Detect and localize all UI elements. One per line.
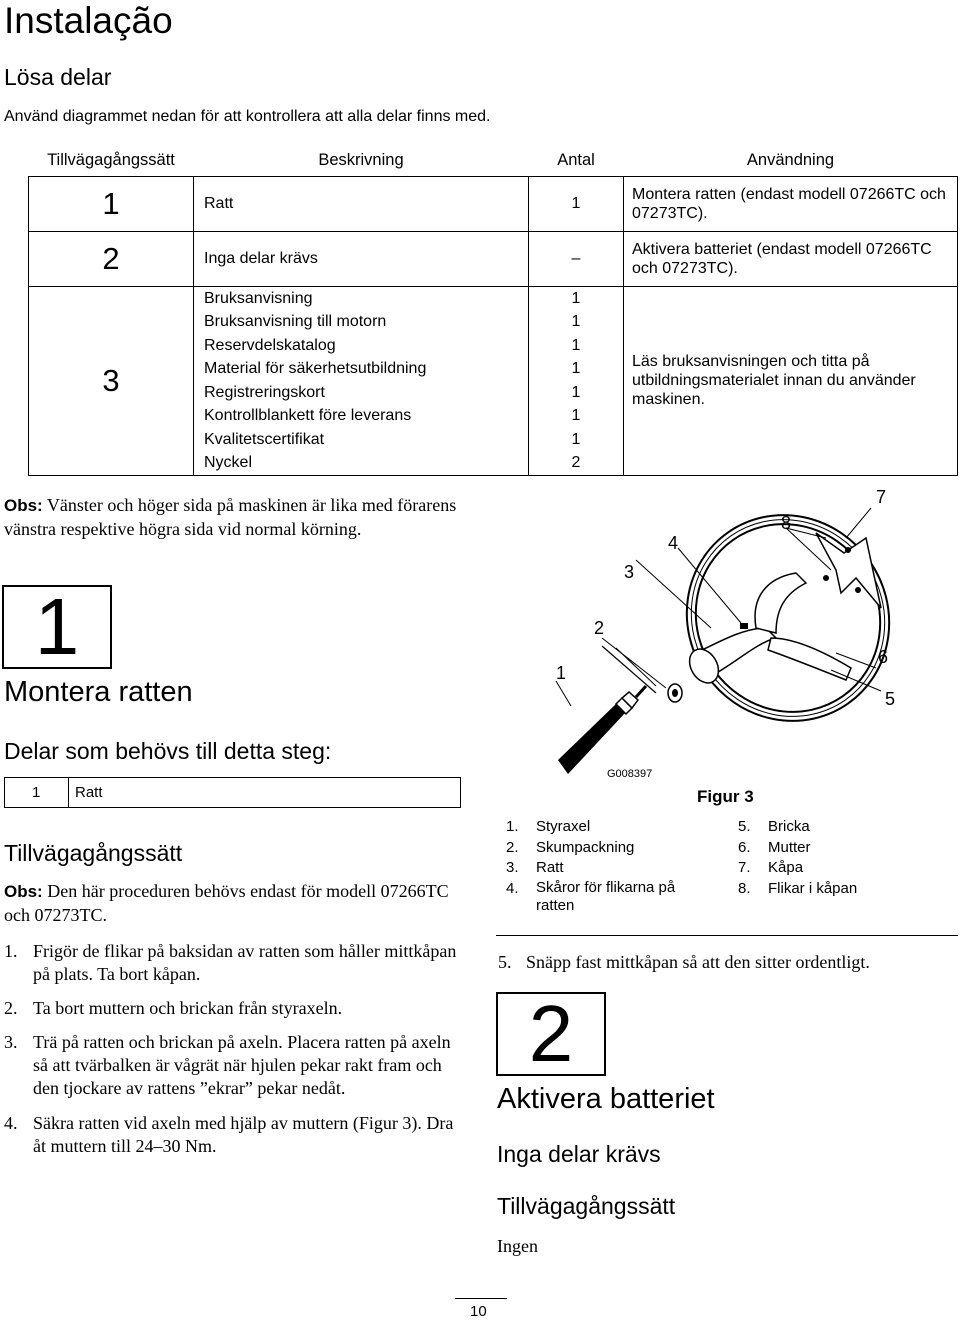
list-item: Reservdelskatalog	[204, 336, 336, 354]
list-item: Bruksanvisning	[204, 289, 313, 307]
legend-item	[738, 858, 948, 879]
quantity-item: 1	[571, 313, 581, 330]
step-text: Säkra ratten vid axeln med hjälp av muttern (Figur 3). Dra åt muttern till 24–30 Nm.	[33, 1113, 454, 1156]
header-procedure: Tillvägagångssätt	[47, 151, 175, 170]
step-title: Montera ratten	[4, 676, 193, 708]
description-cell: Ratt	[194, 176, 529, 231]
step-title: Aktivera batteriet	[497, 1083, 715, 1115]
legend-text: Ratt	[536, 859, 564, 876]
legend-item	[506, 879, 716, 915]
step-number: 5.	[498, 952, 512, 972]
table-row	[29, 176, 958, 231]
step-item	[4, 1031, 466, 1100]
header-usage: Användning	[746, 151, 835, 170]
parts-needed-table	[4, 777, 461, 808]
procedure-number: 3	[29, 286, 194, 475]
intro-text: Använd diagrammet nedan för att kontrollera att alla delar finns med.	[4, 108, 491, 125]
step-number-box: 2	[496, 992, 606, 1076]
legend-text: Styraxel	[536, 818, 591, 835]
divider	[496, 935, 958, 936]
step-item	[4, 940, 466, 986]
legend-text: Skåror för flikarna på ratten	[536, 878, 676, 914]
leader-line	[556, 681, 571, 706]
quantity-item: 1	[571, 336, 581, 354]
table-row	[29, 286, 958, 475]
procedure-text: Ingen	[497, 1236, 538, 1256]
step-number-box: 1	[2, 585, 112, 669]
header-quantity: Antal	[557, 151, 595, 170]
step-number: 3.	[4, 1032, 18, 1052]
callout-label: 4	[668, 533, 679, 553]
legend-item	[506, 817, 716, 838]
legend-number: 3.	[506, 859, 519, 876]
quantity-item: 2	[571, 454, 581, 471]
quantity-item: 1	[571, 289, 581, 307]
usage-cell: Läs bruksanvisningen och titta på utbildningsmaterialet innan du använder maskinen.	[624, 286, 958, 475]
note-label: Obs:	[4, 882, 43, 901]
table-row	[29, 231, 958, 286]
list-item: Nyckel	[204, 454, 253, 471]
usage-cell: Montera ratten (endast modell 07266TC och 07273TC).	[624, 176, 958, 231]
steering-shaft	[558, 686, 646, 774]
figure-legend-right	[738, 817, 948, 899]
divider	[455, 1298, 507, 1299]
legend-text: Skumpackning	[536, 838, 635, 856]
list-item: Kvalitetscertifikat	[204, 430, 325, 448]
legend-number: 4.	[506, 879, 519, 897]
description-cell: Inga delar krävs	[194, 231, 529, 286]
quantity-cell: –	[529, 231, 624, 286]
legend-text: Kåpa	[768, 859, 804, 876]
procedure-number: 2	[29, 231, 194, 286]
legend-number: 5.	[738, 818, 751, 835]
step-text: Ta bort muttern och brickan från styraxeln.	[33, 998, 343, 1018]
quantity-list	[529, 286, 624, 475]
note-text: Den här proceduren behövs endast för modell 07266TC och 07273TC.	[4, 881, 449, 925]
step-item	[498, 951, 958, 974]
step-text: Frigör de flikar på baksidan av ratten som håller mittkåpan på plats. Ta bort kåpan.	[33, 941, 457, 984]
callout-label: 1	[556, 663, 567, 683]
procedure-number: 1	[29, 176, 194, 231]
parts-table	[28, 146, 958, 476]
note-label: Obs:	[4, 496, 43, 515]
quantity-item: 1	[571, 360, 581, 377]
callout-label: 5	[885, 689, 896, 709]
step-number: 1.	[4, 941, 18, 961]
legend-item	[738, 838, 948, 859]
leader-line	[602, 638, 666, 688]
step-text: Trä på ratten och brickan på axeln. Placera ratten på axeln så att tvärbalken är vågrät när hjulen pekar rakt fram och den tjockare av rattens ”ekrar” pekar nedåt.	[33, 1032, 451, 1098]
steering-wheel-diagram	[496, 478, 958, 808]
callout-label: 8	[781, 513, 792, 533]
legend-text: Bricka	[768, 818, 810, 835]
procedure-heading: Tillvägagångssätt	[4, 840, 183, 866]
section-heading: Lösa delar	[4, 64, 112, 90]
legend-number: 2.	[506, 838, 519, 856]
page-number: 10	[470, 1303, 487, 1320]
legend-number: 8.	[738, 879, 751, 897]
usage-cell: Aktivera batteriet (endast modell 07266TC och 07273TC).	[624, 231, 958, 286]
legend-text: Mutter	[768, 838, 811, 856]
legend-item	[506, 838, 716, 859]
list-item: Material för säkerhetsutbildning	[204, 360, 427, 377]
legend-text: Flikar i kåpan	[768, 879, 858, 897]
list-item: Bruksanvisning till motorn	[204, 313, 387, 330]
list-item: Kontrollblankett före leverans	[204, 407, 412, 424]
callout-label: 6	[878, 647, 889, 667]
procedure-heading: Tillvägagångssätt	[497, 1193, 676, 1219]
parts-needed-name: Ratt	[75, 784, 103, 801]
table-header-row	[29, 146, 958, 176]
figure-legend-left	[506, 817, 716, 915]
quantity-item: 1	[571, 383, 581, 401]
legend-item	[506, 858, 716, 879]
parts-needed-heading: Delar som behövs till detta steg:	[4, 738, 332, 764]
legend-item	[738, 817, 948, 838]
figure-caption: Figur 3	[697, 787, 754, 806]
note-sides	[4, 494, 464, 540]
quantity-item: 1	[571, 407, 581, 424]
callout-label: 3	[624, 562, 635, 582]
header-description: Beskrivning	[318, 151, 404, 170]
step-item	[4, 997, 466, 1020]
note-text: Vänster och höger sida på maskinen är lika med förarens vänstra respektive högra sida vid normal körning.	[4, 495, 457, 539]
quantity-cell: 1	[529, 176, 624, 231]
step-number: 2.	[4, 998, 18, 1018]
step-text: Snäpp fast mittkåpan så att den sitter ordentligt.	[526, 952, 870, 972]
page-title: Instalação	[4, 0, 173, 41]
description-list	[194, 286, 529, 475]
parts-needed-qty: 1	[5, 778, 69, 807]
legend-item	[738, 879, 948, 900]
list-item: Registreringskort	[204, 383, 325, 401]
legend-number: 6.	[738, 838, 751, 856]
leader-line	[846, 508, 871, 538]
no-parts-heading: Inga delar krävs	[497, 1141, 661, 1167]
legend-number: 1.	[506, 818, 519, 835]
step-item	[4, 1112, 466, 1158]
step-number: 4.	[4, 1113, 18, 1133]
leader-line	[602, 646, 656, 693]
callout-label: 7	[876, 487, 887, 507]
quantity-item: 1	[571, 430, 581, 448]
figure-code: G008397	[607, 768, 653, 780]
callout-label: 2	[594, 618, 605, 638]
note-model	[4, 880, 464, 926]
legend-number: 7.	[738, 859, 751, 876]
